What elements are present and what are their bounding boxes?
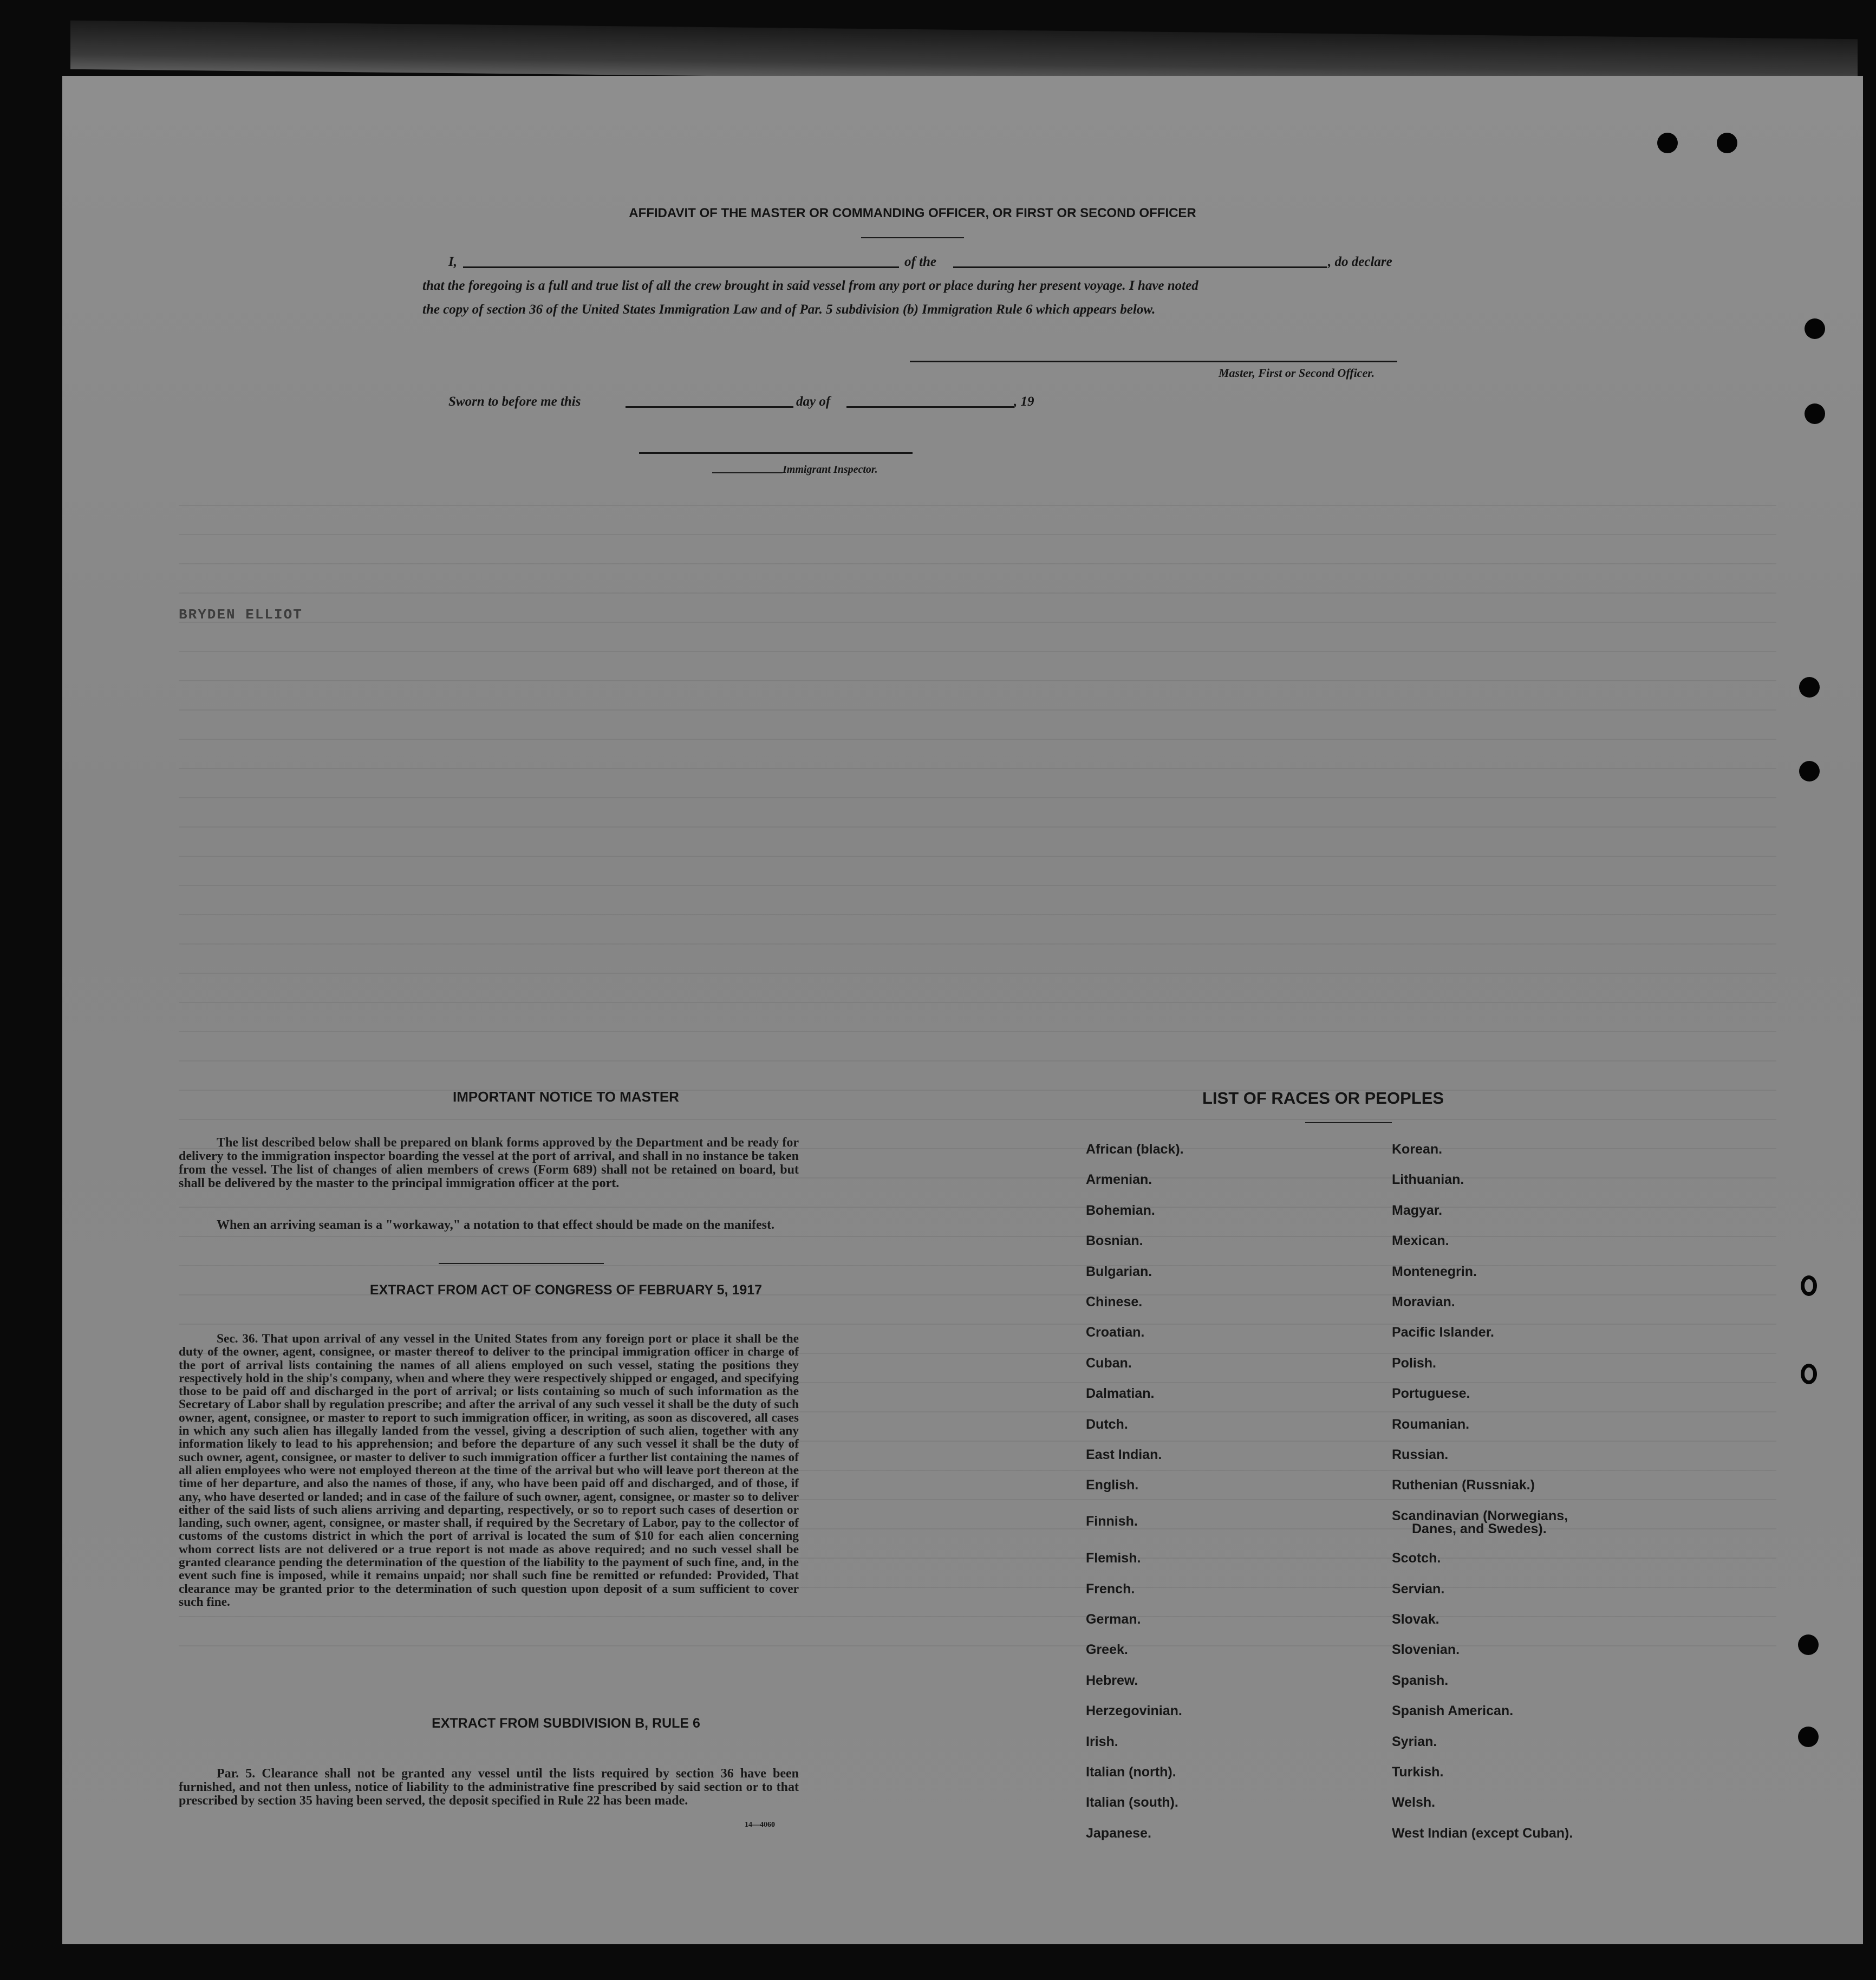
race-item: Lithuanian. (1392, 1172, 1464, 1188)
race-item: Russian. (1392, 1447, 1449, 1462)
bleed-through-text: BRYDEN ELLIOT (179, 607, 303, 623)
race-item: Moravian. (1392, 1294, 1455, 1310)
race-item: Slovak. (1392, 1612, 1439, 1627)
race-item: Pacific Islander. (1392, 1325, 1494, 1340)
races-underline (1305, 1122, 1392, 1123)
race-item: Magyar. (1392, 1202, 1443, 1218)
affidavit-title: AFFIDAVIT OF THE MASTER OR COMMANDING OFFICER, OR FIRST OR SECOND OFFICER (629, 206, 1196, 220)
race-item: Scotch. (1392, 1551, 1441, 1566)
act-extract-body: Sec. 36. That upon arrival of any vessel in the United States from any foreign port or place it shall be the duty of the owner, agent, consignee, or master thereof to deliver to the principal immigration officer in charge of the port of arrival lists containing the names of all aliens employed on such vessel, stating the positions they respectively hold in the ship's company, when and where they were respectively shipped or engaged, and specifying those to be paid off and discharged in the port of arrival; or lists containing so much of such information as the Secretary of Labor shall by regulation prescribe; and after the arrival of any such vessel it shall be the duty of such owner, agent, consignee, or master to report to such immigration officer, in writing, as soon as discovered, all cases in which any such alien has illegally landed from the vessel, giving a description of such alien, together with any information likely to lead to his apprehension; and before the departure of any such vessel it shall be the duty of such owner, agent, consignee, or master to deliver to such immigration officer a further list containing the names of all alien employees who were not employed thereon at the time of the arrival but who will leave port thereon at the time of her departure, and also the names of those, if any, who have been paid off and discharged, and of those, if any, who have deserted or landed; and in case of the failure of such owner, agent, consignee, or master so to deliver either of the said lists of such aliens arriving and departing, respectively, or so to report such cases of desertion or landing, such owner, agent, consignee, or master shall, if required by the Secretary of Labor, pay to the collector of customs of the customs district in which the port of arrival is located the sum of $10 for each alien concerning whom correct lists are not delivered or a true report is not made as above required; and no such vessel shall be granted clearance pending the determination of the question of the liability to the payment of such fine, and, in the event such fine is imposed, while it remains unpaid; nor shall such fine be remitted or refunded: Provided, That clearance may be granted prior to the determination of such question upon deposit of a sum sufficient to cover such fine. (179, 1332, 799, 1609)
form-number: 14—4060 (745, 1821, 775, 1829)
rule-extract-title: EXTRACT FROM SUBDIVISION B, RULE 6 (432, 1716, 700, 1731)
race-item: Mexican. (1392, 1233, 1449, 1249)
act-extract-title: EXTRACT FROM ACT OF CONGRESS OF FEBRUARY 5, 1917 (369, 1282, 763, 1298)
inspector-signature-line[interactable] (639, 452, 913, 454)
master-signature-caption: Master, First or Second Officer. (1219, 366, 1375, 380)
race-item: Bosnian. (1086, 1233, 1143, 1249)
races-title: LIST OF RACES OR PEOPLES (1202, 1089, 1444, 1108)
race-item: Bohemian. (1086, 1202, 1155, 1218)
race-item: Slovenian. (1392, 1642, 1460, 1658)
punch-hole (1799, 677, 1820, 698)
race-item: German. (1086, 1612, 1141, 1627)
race-item: Chinese. (1086, 1294, 1143, 1310)
punch-hole (1801, 1364, 1817, 1384)
inspector-short-line (712, 472, 783, 473)
punch-hole (1799, 761, 1820, 781)
affidavit-of-the-label: of the (904, 255, 937, 269)
punch-hole (1805, 318, 1825, 339)
day-of-label: day of (796, 394, 831, 409)
race-item: Portuguese. (1392, 1386, 1470, 1402)
race-item: English. (1086, 1477, 1139, 1493)
race-item: Greek. (1086, 1642, 1128, 1658)
race-item: Flemish. (1086, 1551, 1141, 1566)
race-item: Hebrew. (1086, 1672, 1138, 1688)
punch-hole (1798, 1634, 1819, 1655)
officer-name-line[interactable] (463, 266, 899, 268)
race-item: Servian. (1392, 1581, 1445, 1597)
affidavit-i-label: I, (448, 255, 457, 269)
race-item: Polish. (1392, 1355, 1436, 1371)
punch-hole (1801, 1275, 1817, 1296)
sworn-day-line[interactable] (626, 406, 793, 408)
race-item: East Indian. (1086, 1447, 1162, 1462)
race-item: Spanish. (1392, 1672, 1449, 1688)
race-item: Japanese. (1086, 1825, 1151, 1841)
punch-hole (1798, 1727, 1819, 1747)
vessel-name-line[interactable] (953, 266, 1327, 268)
race-item: Finnish. (1086, 1513, 1138, 1529)
affidavit-declare-label: , do declare (1328, 255, 1392, 269)
race-item: Scandinavian (Norwegians, (1392, 1508, 1568, 1523)
year-label: , 19 (1014, 394, 1034, 409)
rule-extract-body: Par. 5. Clearance shall not be granted any vessel until the lists required by section 36 have been furnished, and not then unless, notice of liability to the administrative fine prescribed by said section or to that prescribed by section 35 having been served, the deposit specified in Rule 22 has been made. (179, 1767, 799, 1808)
race-item: Danes, and Swedes). (1412, 1521, 1547, 1536)
race-item: Italian (north). (1086, 1764, 1176, 1780)
race-item: Turkish. (1392, 1764, 1444, 1780)
race-item: Syrian. (1392, 1734, 1437, 1749)
inspector-caption: Immigrant Inspector. (783, 464, 878, 476)
race-item: Irish. (1086, 1734, 1118, 1749)
punch-hole (1805, 403, 1825, 424)
race-item: Armenian. (1086, 1172, 1152, 1188)
race-item: Herzegovinian. (1086, 1703, 1182, 1719)
master-signature-line[interactable] (910, 361, 1397, 362)
affidavit-line-3: the copy of section 36 of the United States Immigration Law and of Par. 5 subdivision (b) Immigration Rule 6 which appears below. (422, 302, 1156, 317)
race-item: West Indian (except Cuban). (1392, 1825, 1573, 1841)
race-item: Croatian. (1086, 1325, 1145, 1340)
sworn-month-line[interactable] (846, 406, 1014, 408)
title-underline (861, 237, 964, 238)
race-item: Cuban. (1086, 1355, 1132, 1371)
race-item: Dalmatian. (1086, 1386, 1155, 1402)
race-item: African (black). (1086, 1142, 1184, 1157)
notice-paragraph-2: When an arriving seaman is a "workaway," a notation to that effect should be made on the manifest. (217, 1218, 774, 1232)
punch-hole (1717, 133, 1737, 153)
race-item: Bulgarian. (1086, 1263, 1152, 1279)
notice-divider (439, 1263, 604, 1264)
affidavit-line-2: that the foregoing is a full and true list of all the crew brought in said vessel from any port or place during her present voyage. I have noted (422, 278, 1198, 293)
notice-title: IMPORTANT NOTICE TO MASTER (453, 1089, 679, 1105)
race-item: French. (1086, 1581, 1135, 1597)
race-item: Dutch. (1086, 1416, 1128, 1432)
race-item: Italian (south). (1086, 1795, 1178, 1810)
sworn-label: Sworn to before me this (448, 394, 581, 409)
race-item: Montenegrin. (1392, 1263, 1477, 1279)
punch-hole (1657, 133, 1678, 153)
race-item: Korean. (1392, 1142, 1443, 1157)
race-item: Roumanian. (1392, 1416, 1470, 1432)
notice-paragraph-1: The list described below shall be prepared on blank forms approved by the Department and be ready for delivery to the immigration inspector boarding the vessel at the port of arrival, and shall in no instance be taken from the vessel. The list of changes of alien members of crews (Form 689) shall not be retained on board, but shall be delivered by the master to the principal immigration officer at the port. (179, 1136, 799, 1190)
race-item: Spanish American. (1392, 1703, 1514, 1719)
race-item: Ruthenian (Russniak.) (1392, 1477, 1535, 1493)
race-item: Welsh. (1392, 1795, 1436, 1810)
